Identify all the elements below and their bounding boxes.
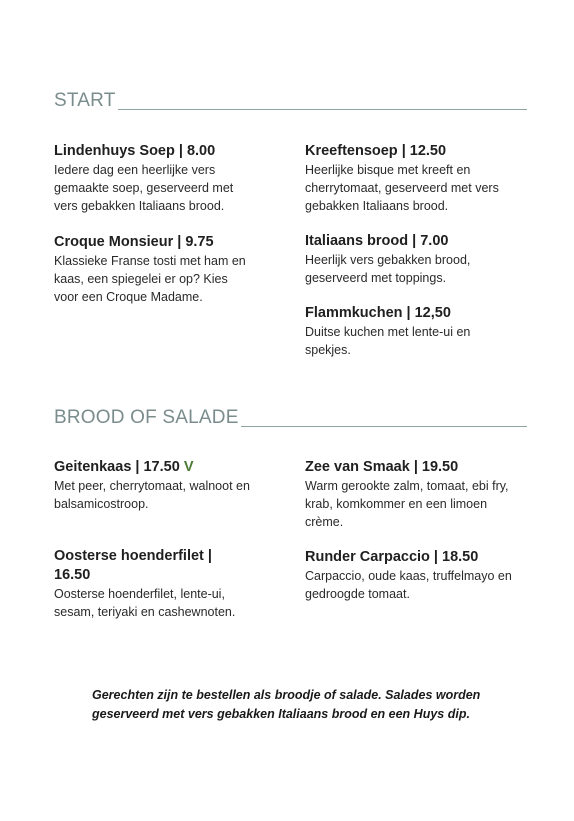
item-name: Runder Carpaccio | 18.50 — [305, 549, 479, 565]
item-name: Italiaans brood | 7.00 — [305, 233, 449, 249]
item-name-row — [54, 458, 254, 477]
item-name: Croque Monsieur | 9.75 — [54, 234, 214, 250]
menu-item — [305, 458, 527, 531]
item-description: Klassieke Franse tosti met ham en kaas, een spiegelei er op? Kies voor een Croque Madame. — [54, 254, 246, 304]
menu-item — [54, 142, 254, 215]
item-description: Warm gerookte zalm, tomaat, ebi fry, krab, komkommer en een limoen crème. — [305, 479, 509, 529]
menu-item — [305, 232, 520, 287]
item-name: Flammkuchen | 12,50 — [305, 305, 451, 321]
menu-item — [305, 142, 520, 215]
item-description: Iedere dag een heerlijke vers gemaakte soep, geserveerd met vers gebakken Italiaans brood. — [54, 163, 234, 213]
vegetarian-badge: V — [183, 459, 194, 475]
section-header-brood-of-salade — [54, 403, 527, 429]
item-name: Lindenhuys Soep | 8.00 — [54, 143, 216, 159]
section-title: START — [54, 90, 116, 111]
item-description: Heerlijke bisque met kreeft en cherrytomaat, geserveerd met vers gebakken Italiaans brood. — [305, 163, 499, 213]
item-description: Duitse kuchen met lente-ui en spekjes. — [305, 325, 471, 357]
item-name: Geitenkaas | 17.50 — [54, 459, 180, 475]
menu-item — [305, 304, 505, 359]
menu-item — [54, 547, 239, 621]
section-divider — [54, 109, 527, 110]
item-description: Met peer, cherrytomaat, walnoot en balsamicostroop. — [54, 479, 250, 511]
footnote: Gerechten zijn te bestellen als broodje of salade. Salades worden geserveerd met vers gebakken Italiaans brood en een Huys dip. — [92, 688, 481, 721]
item-description: Heerlijk vers gebakken brood, geserveerd met toppings. — [305, 253, 471, 285]
item-description: Oosterse hoenderfilet, lente-ui, sesam, teriyaki en cashewnoten. — [54, 587, 236, 619]
section-title: BROOD OF SALADE — [54, 407, 239, 428]
item-name: Zee van Smaak | 19.50 — [305, 459, 459, 475]
menu-item — [305, 548, 527, 603]
item-name: Kreeftensoep | 12.50 — [305, 143, 447, 159]
menu-item — [54, 233, 254, 306]
item-description: Carpaccio, oude kaas, truffelmayo en gedroogde tomaat. — [305, 569, 512, 601]
menu-item — [54, 458, 254, 513]
item-name: Oosterse hoenderfilet | 16.50 — [54, 548, 212, 583]
section-header-start — [54, 86, 527, 112]
